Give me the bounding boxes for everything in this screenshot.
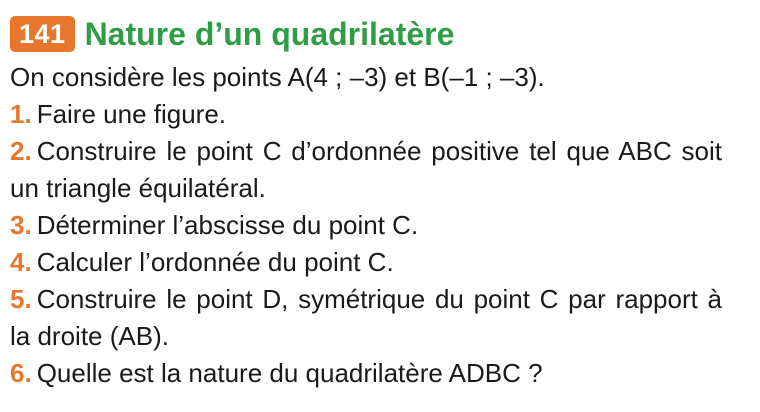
exercise-title: Nature d’un quadrilatère	[84, 16, 455, 52]
exercise-header	[10, 10, 750, 58]
question-number: 4.	[10, 247, 32, 277]
question-4	[10, 244, 750, 281]
question-2	[10, 133, 722, 207]
exercise-block	[10, 10, 750, 392]
question-text: Construire le point D, symétrique du point C par rapport à la droite (AB).	[10, 284, 722, 351]
question-text: Quelle est la nature du quadrilatère ADBC ?	[36, 358, 543, 388]
question-number: 3.	[10, 210, 32, 240]
question-1	[10, 96, 750, 133]
question-number: 2.	[10, 136, 32, 166]
question-text: Construire le point C d’ordonnée positive tel que ABC soit un triangle équilatéral.	[10, 136, 722, 203]
question-text: Calculer l’ordonnée du point C.	[36, 247, 394, 277]
question-6	[10, 355, 750, 392]
question-5	[10, 281, 722, 355]
question-number: 6.	[10, 358, 32, 388]
exercise-number-badge: 141	[10, 16, 75, 52]
question-number: 1.	[10, 99, 32, 129]
question-number: 5.	[10, 284, 32, 314]
question-3	[10, 207, 750, 244]
question-text: Faire une figure.	[36, 99, 227, 129]
question-text: Déterminer l’abscisse du point C.	[36, 210, 419, 240]
exercise-intro: On considère les points A(4 ; –3) et B(–1 ; –3).	[10, 62, 545, 92]
